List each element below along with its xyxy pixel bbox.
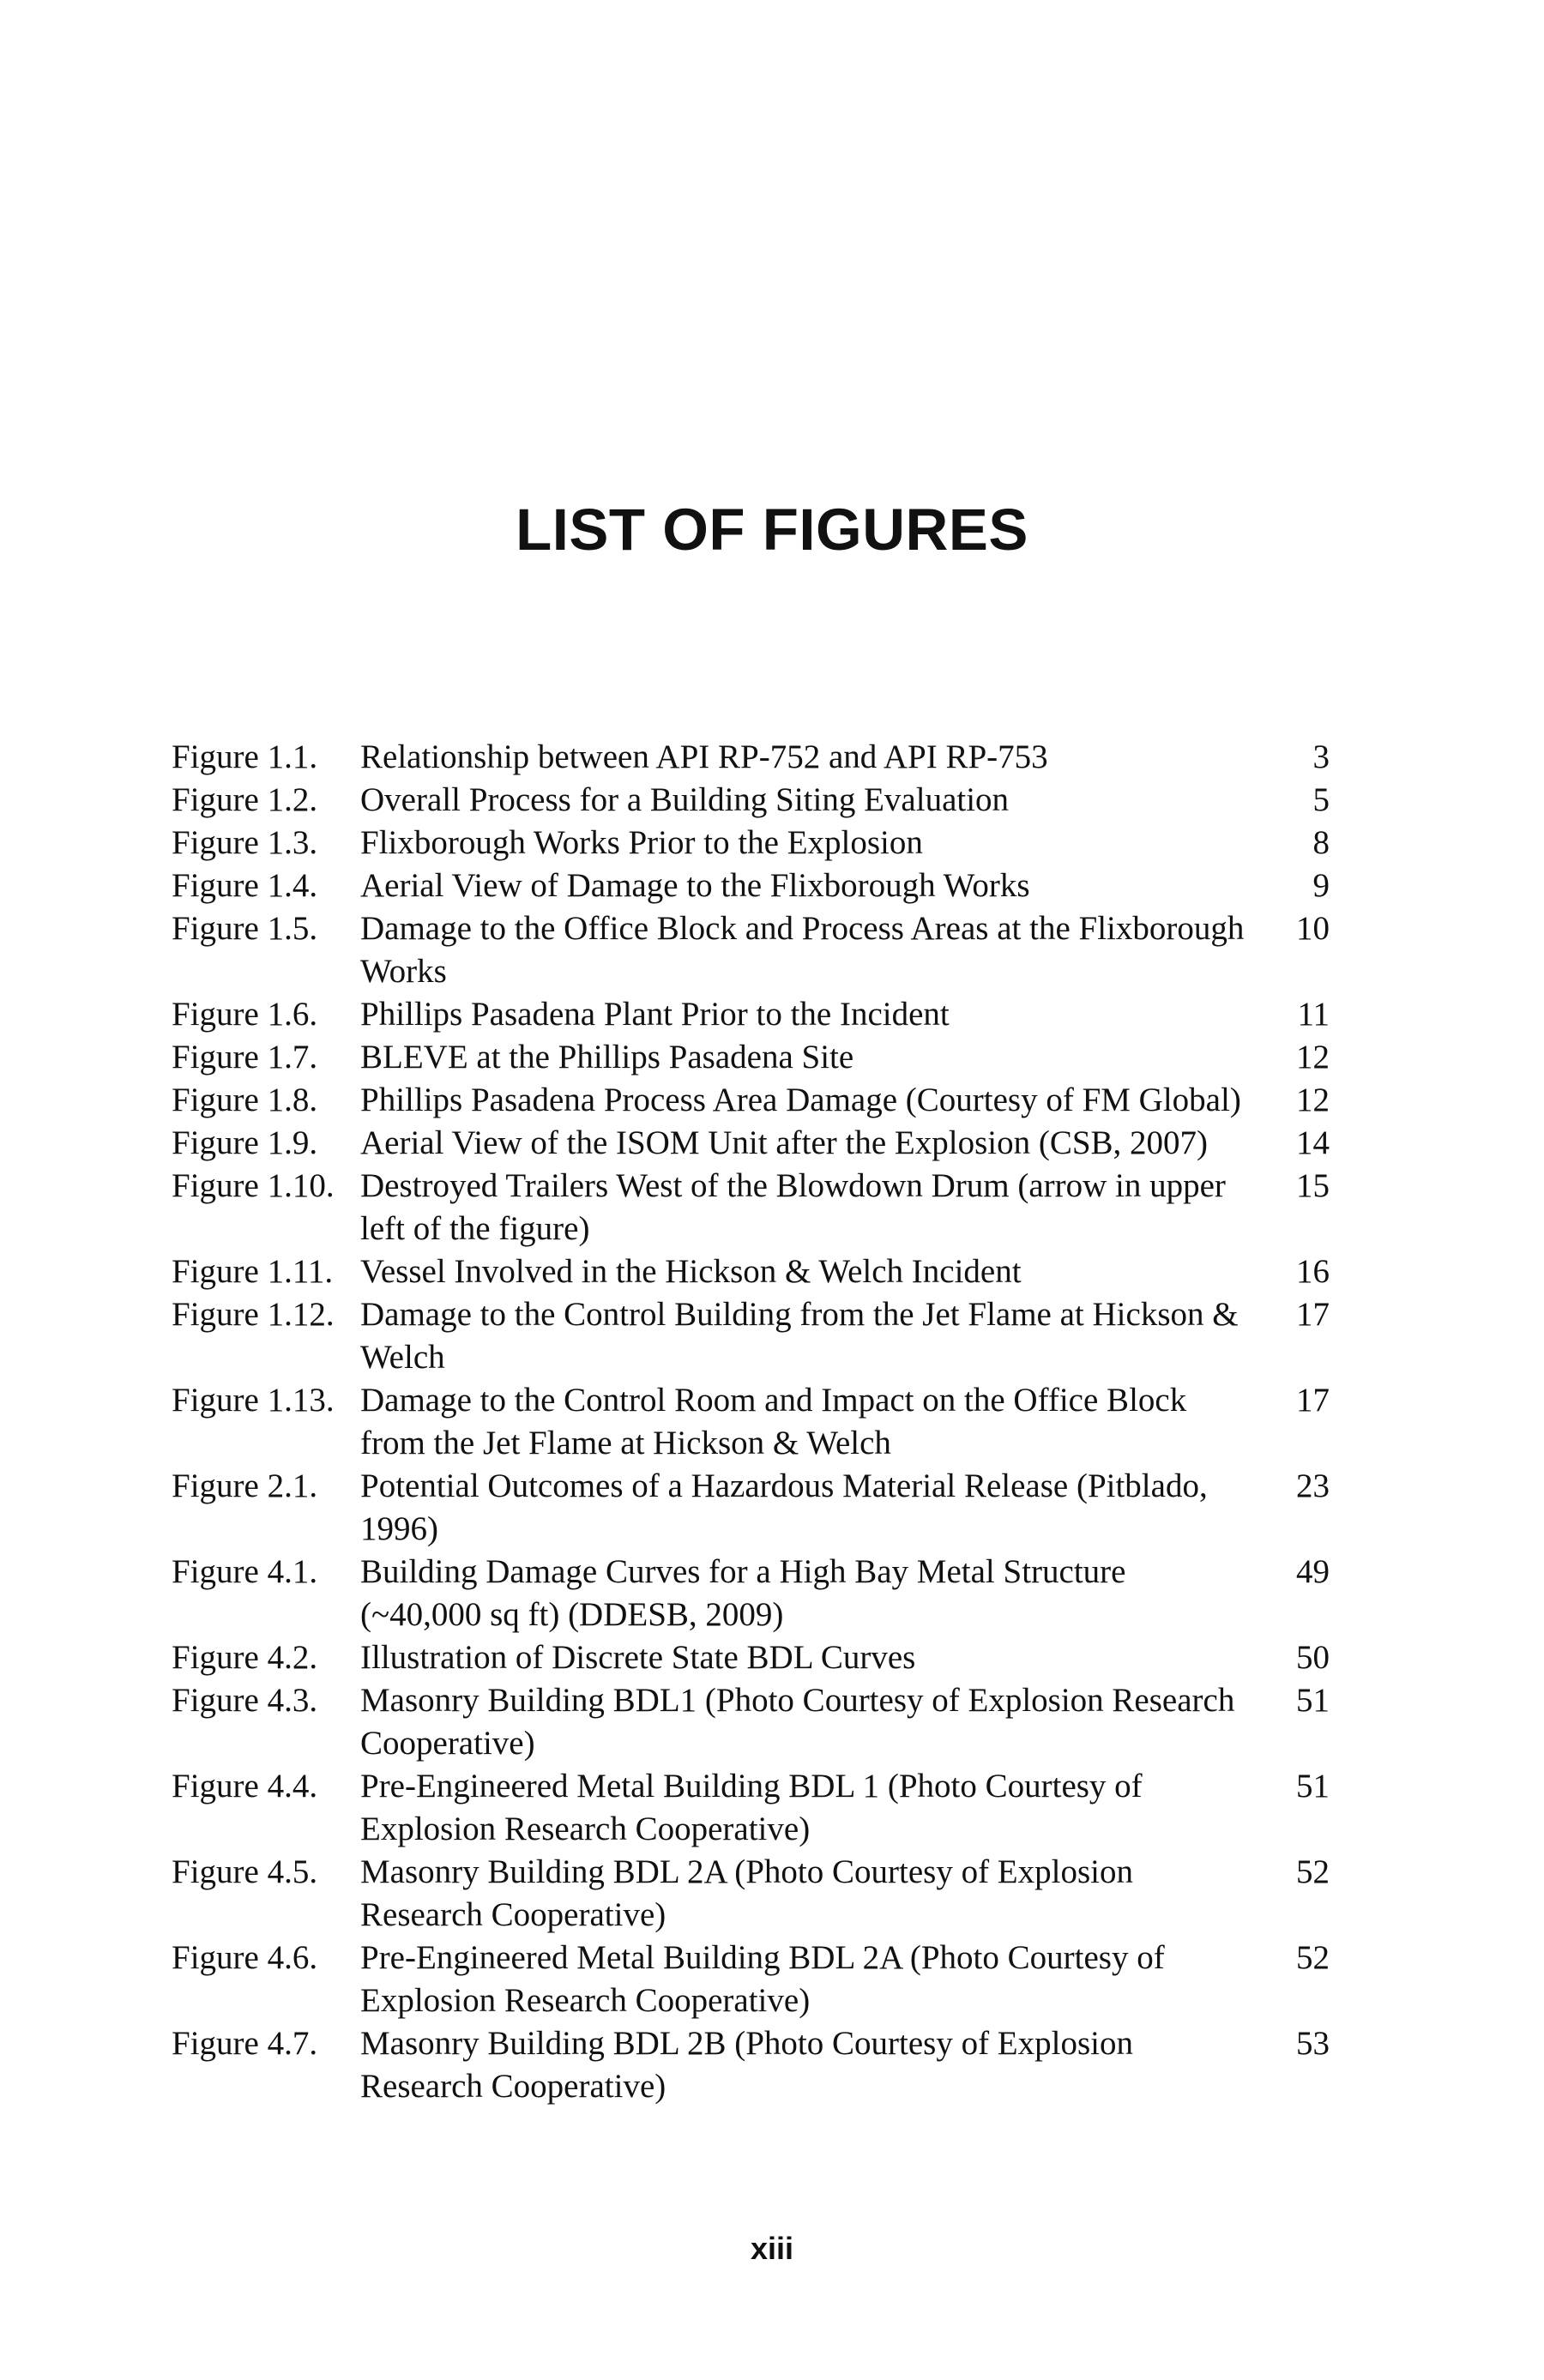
figure-entry: [172, 1679, 1330, 1765]
figure-page: 16: [1296, 1253, 1330, 1290]
figure-title: Pre-Engineered Metal Building BDL 1 (Photo Courtesy of Explosion Research Cooperative): [360, 1768, 1143, 1847]
figure-title: Relationship between API RP-752 and API RP-753: [360, 738, 1048, 775]
figure-entry: [172, 1293, 1330, 1379]
figure-label: Figure 1.13.: [172, 1382, 335, 1419]
figure-title: Aerial View of Damage to the Flixborough Works: [360, 867, 1030, 904]
figure-title: Overall Process for a Building Siting Evaluation: [360, 781, 1010, 818]
figure-label: Figure 1.6.: [172, 996, 318, 1033]
figure-label: Figure 4.4.: [172, 1768, 318, 1805]
figure-entry: [172, 1036, 1330, 1079]
figure-label: Figure 1.12.: [172, 1296, 335, 1333]
figure-page: 10: [1296, 910, 1330, 947]
figure-entry: [172, 1122, 1330, 1165]
figure-label: Figure 4.3.: [172, 1682, 318, 1719]
figure-label: Figure 4.7.: [172, 2025, 318, 2062]
figure-title: Phillips Pasadena Process Area Damage (Courtesy of FM Global): [360, 1082, 1241, 1118]
figure-title: Potential Outcomes of a Hazardous Material Release (Pitblado, 1996): [360, 1467, 1208, 1547]
figure-entry: [172, 1165, 1330, 1250]
figure-entry: [172, 993, 1330, 1036]
figure-label: Figure 1.10.: [172, 1167, 335, 1204]
figure-label: Figure 4.1.: [172, 1553, 318, 1590]
figure-page: 52: [1296, 1939, 1330, 1976]
figure-entry: [172, 779, 1330, 822]
figure-entry: [172, 2022, 1330, 2108]
figure-page: 3: [1312, 738, 1330, 775]
figure-label: Figure 1.2.: [172, 781, 318, 818]
figure-label: Figure 1.3.: [172, 824, 318, 861]
figure-label: Figure 1.5.: [172, 910, 318, 947]
figure-title: Building Damage Curves for a High Bay Metal Structure (~40,000 sq ft) (DDESB, 2009): [360, 1553, 1126, 1633]
figure-title: Masonry Building BDL 2A (Photo Courtesy of Explosion Research Cooperative): [360, 1853, 1133, 1933]
figure-title: Illustration of Discrete State BDL Curves: [360, 1639, 916, 1676]
figure-entry: [172, 736, 1330, 779]
figure-list: [172, 736, 1330, 2108]
figure-entry: [172, 1851, 1330, 1937]
figure-label: Figure 1.8.: [172, 1082, 318, 1118]
figure-page: 5: [1312, 781, 1330, 818]
figure-label: Figure 1.4.: [172, 867, 318, 904]
figure-title: Phillips Pasadena Plant Prior to the Incident: [360, 996, 950, 1033]
figure-title: Vessel Involved in the Hickson & Welch Incident: [360, 1253, 1022, 1290]
figure-page: 17: [1296, 1382, 1330, 1419]
figure-label: Figure 2.1.: [172, 1467, 318, 1504]
figure-title: Flixborough Works Prior to the Explosion: [360, 824, 923, 861]
figure-page: 11: [1297, 996, 1330, 1033]
figure-entry: [172, 1465, 1330, 1551]
figure-title: Masonry Building BDL 2B (Photo Courtesy of Explosion Research Cooperative): [360, 2025, 1133, 2105]
figure-label: Figure 1.11.: [172, 1253, 334, 1290]
figure-title: Masonry Building BDL1 (Photo Courtesy of Explosion Research Cooperative): [360, 1682, 1235, 1762]
figure-title: Damage to the Control Building from the Jet Flame at Hickson & Welch: [360, 1296, 1239, 1376]
figure-page: 52: [1296, 1853, 1330, 1890]
figure-entry: [172, 1379, 1330, 1465]
figure-title: BLEVE at the Phillips Pasadena Site: [360, 1039, 854, 1076]
figure-page: 12: [1296, 1082, 1330, 1118]
figure-entry: [172, 1937, 1330, 2022]
figure-page: 15: [1296, 1167, 1330, 1204]
figure-label: Figure 1.1.: [172, 738, 318, 775]
figure-page: 8: [1312, 824, 1330, 861]
figure-title: Damage to the Control Room and Impact on the Office Block from the Jet Flame at Hickson & Welch: [360, 1382, 1187, 1461]
figure-page: 9: [1312, 867, 1330, 904]
page-number: xiii: [750, 2231, 794, 2266]
page-title: LIST OF FIGURES: [516, 497, 1028, 563]
figure-page: 53: [1296, 2025, 1330, 2062]
figure-page: 17: [1296, 1296, 1330, 1333]
figure-title: Damage to the Office Block and Process Areas at the Flixborough Works: [360, 910, 1245, 990]
figure-label: Figure 1.9.: [172, 1124, 318, 1161]
figure-page: 12: [1296, 1039, 1330, 1076]
figure-entry: [172, 907, 1330, 993]
figure-title: Aerial View of the ISOM Unit after the Explosion (CSB, 2007): [360, 1124, 1209, 1161]
figure-entry: [172, 1551, 1330, 1636]
figure-label: Figure 4.2.: [172, 1639, 318, 1676]
figure-entry: [172, 1636, 1330, 1679]
figure-title: Pre-Engineered Metal Building BDL 2A (Photo Courtesy of Explosion Research Cooperative): [360, 1939, 1165, 2019]
figure-entry: [172, 1250, 1330, 1293]
figure-title: Destroyed Trailers West of the Blowdown Drum (arrow in upper left of the figure): [360, 1167, 1226, 1247]
figure-page: 51: [1296, 1768, 1330, 1805]
figure-entry: [172, 1765, 1330, 1851]
figure-label: Figure 1.7.: [172, 1039, 318, 1076]
figure-page: 51: [1296, 1682, 1330, 1719]
figure-label: Figure 4.6.: [172, 1939, 318, 1976]
figure-page: 50: [1296, 1639, 1330, 1676]
figure-page: 49: [1296, 1553, 1330, 1590]
figure-page: 23: [1296, 1467, 1330, 1504]
figure-label: Figure 4.5.: [172, 1853, 318, 1890]
figure-entry: [172, 1079, 1330, 1122]
figure-entry: [172, 865, 1330, 907]
figure-page: 14: [1296, 1124, 1330, 1161]
figure-entry: [172, 822, 1330, 865]
